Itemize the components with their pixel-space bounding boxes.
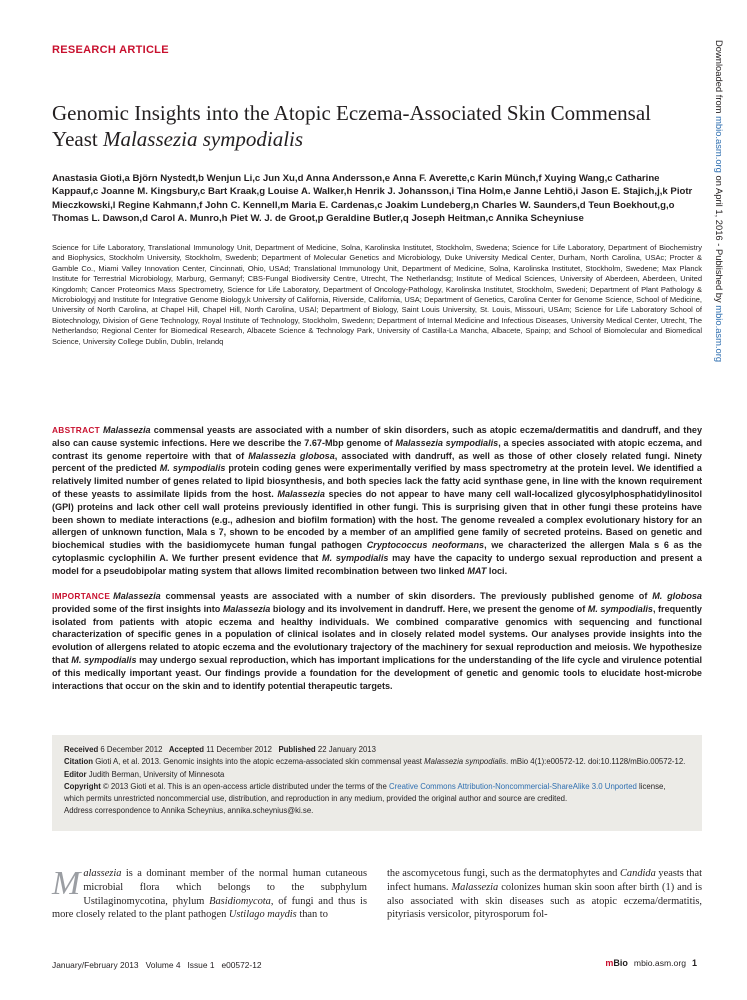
license-link[interactable]: Creative Commons Attribution-Noncommercial-ShareAlike 3.0 Unported [389, 781, 637, 791]
body-column-right: the ascomycetous fungi, such as the dermatophytes and Candida yeasts that infect humans. Malassezia colonizes human skin soon after birth (1) and is also associated with skin diseases such as atopic eczema/dermatitis, pityriasis versicolor, pityrosporum fol- [387, 868, 702, 921]
section-label: RESEARCH ARTICLE [52, 44, 169, 56]
page-number: 1 [691, 958, 697, 968]
footer-site-link[interactable]: mbio.asm.org [633, 958, 686, 968]
abstract: ABSTRACT Malassezia commensal yeasts are associated with a number of skin disorders, such as atopic eczema/dermatitis and dandruff, and they also can cause systemic infections. Here we describe the 7.67-Mbp genome of Malassezia sympodialis, a species associated with atopic eczema, and contrast its genome repertoire with that of Malassezia globosa, associated with dandruff, as well as those of other closely related fungi. Ninety percent of the predicted M. sympodialis protein coding genes were experimentally verified by mass spectrometry at the protein level. We identified a relatively limited number of genes related to lipid biosynthesis, and both species lack the fatty acid synthase gene, in line with the known requirement of these yeasts to assimilate lipids from the host. Malassezia species do not appear to have many cell wall-localized glycosylphosphatidylinositol (GPI) proteins and lack other cell wall proteins previously identified in other fungi. This is surprising given that in other fungi these proteins have been shown to mediate interactions (e.g., adhesion and biofilm formation) with the host. The genome revealed a complex evolutionary history for an allergen of unknown function, Mala s 7, shown to be encoded by a member of an amplified gene family of secreted proteins. Based on genetic and biochemical studies with the basidiomycete human fungal pathogen Cryptococcus neoformans, we characterized the allergen Mala s 6 as the cytoplasmic cyclophilin A. We further present evidence that M. sympodialis may have the capacity to undergo sexual reproduction and present a model for a pseudobipolar mating system that allows limited recombination between two linked MAT loci. [52, 425, 703, 576]
footer-issue-info: January/February 2013 Volume 4 Issue 1 e00572-12 [52, 960, 262, 970]
affiliations: Science for Life Laboratory, Translational Immunology Unit, Department of Medicine, Solna, Karolinska Institutet, Stockholm, Swedena; Science for Life Laboratory, Department of Biochemistry and Biophysics, Stockholm University, Stockholm, Swedenb; Department of Molecular Genetics and Microbiology, Duke University Medical Center, Durham, North Carolina, USAc; Procter & Gamble Co., Miami Valley Innovation Center, Cincinnati, Ohio, USAd; Translational Immunology Unit, Department of Medicine, Solna, Karolinska Institutet, Stockholm, Swedene; Max Planck Institute for Terrestrial Microbiology, Marburg, Germanyf; CBS-Fungal Biodiversity Centre, Utrecht, The Netherlandsg; Institute of Medical Sciences, University of Aberdeen, Aberdeen, United Kingdomh; Cancer Proteomics Mass Spectrometry, Science for Life Laboratory, Department of Oncology-Pathology, Karolinska Institutet, Stockholm, Swedeni; Department of Plant Pathology & Microbiologyj and Institute for Integrative Genome Biology,k University of California, Riverside, California, USA; Department of Genetics, Carolina Center for Genome Science, School of Medicine, University of North Carolina, at Chapel Hill, Chapel Hill, North Carolina, USAl; Department of Biology, Saint Louis University, St. Louis, Missouri, USAm; Science for Life Laboratory School of Biotechnology, Division of Gene Technology, Royal Institute of Technology, Stockholm, Swedenn; Department of Internal Medicine and Infectious Diseases, University Medical Center, Utrecht, The Netherlandso; Regional Center for Biomedical Research, Albacete Science & Technology Park, University of Castilla-La Mancha, Albacete, Spainp; and School of Biomolecular and Biomedical Science, University College Dublin, Dublin, Irelandq [52, 243, 702, 346]
correspondence-line: Address correspondence to Annika Scheynius, annika.scheynius@ki.se. [64, 806, 314, 816]
article-title: Genomic Insights into the Atopic Eczema-Associated Skin Commensal Yeast Malassezia sympodialis [52, 101, 651, 151]
article-info-box [52, 735, 702, 831]
importance: IMPORTANCE Malassezia commensal yeasts are associated with a number of skin disorders. The previously published genome of M. globosa provided some of the first insights into Malassezia biology and its involvement in dandruff. Here, we present the genome of M. sympodialis, frequently isolated from patients with atopic eczema and healthy individuals. We combined comparative genomics with sequencing and functional characterization of specific genes in a population of clinical isolates and in closely related model systems. Our analyses provide insights into the evolution of allergens related to atopic eczema and the evolutionary trajectory of the machinery for sexual reproduction and meiosis. We hypothesize that M. sympodialis may undergo sexual reproduction, which has important implications for the understanding of the life cycle and virulence potential of this medically important yeast. Our findings provide a foundation for the development of genetic and genomic tools to elucidate host-microbe interactions that occur on the skin and to identify potential therapeutic targets. [52, 591, 702, 691]
author-list: Anastasia Gioti,a Björn Nystedt,b Wenjun Li,c Jun Xu,d Anna Andersson,e Anna F. Averette,c Karin Münch,f Xuying Wang,c Catharine Kappauf,c Joanne M. Kingsbury,c Bart Kraak,g Louise A. Walker,h Henrik J. Johansson,i Tina Holm,e Janne Lehtiö,i Jason E. Stajich,j,k Piotr Mieczkowski,l Regine Kahmann,f John C. Kennell,m Maria E. Cardenas,c Joakim Lundeberg,n Charles W. Saunders,d Teun Boekhout,g,o Thomas L. Dawson,d Carol A. Munro,h Piet W. J. de Groot,p Geraldine Butler,q Joseph Heitman,c Annika Scheyniuse [52, 173, 693, 225]
copyright-line-2: which permits unrestricted noncommercial use, distribution, and reproduction in any medium, provided the original author and source are credited. [64, 794, 568, 804]
editor-line: Editor Judith Berman, University of Minnesota [64, 769, 225, 779]
download-host-link[interactable]: mbio.asm.org [714, 116, 725, 173]
footer-right [605, 958, 697, 968]
abstract-heading: ABSTRACT [52, 425, 101, 435]
dates-line: Received 6 December 2012 Accepted 11 December 2012 Published 22 January 2013 [64, 745, 376, 754]
citation-line: Citation Gioti A, et al. 2013. Genomic insights into the atopic eczema-associated skin commensal yeast Malassezia sympodialis. mBio 4(1):e00572-12. doi:10.1128/mBio.00572-12. [64, 757, 686, 767]
journal-logo: mBio [605, 958, 628, 968]
download-banner [705, 40, 729, 380]
drop-cap: M [52, 865, 81, 902]
copyright-line: Copyright © 2013 Gioti et al. This is an open-access article distributed under the terms of the Creative Commons Attribution-Noncommercial-ShareAlike 3.0 Unported license, [64, 781, 666, 791]
importance-heading: IMPORTANCE [52, 591, 111, 601]
body-column-left: Malassezia is a dominant member of the normal human cutaneous microbial flora which belongs to the subphylum Ustilaginomycotina, phylum Basidiomycota, of fungi and thus is more closely related to the plant pathogen Ustilago maydis than to [52, 865, 367, 921]
download-banner-text: Downloaded from mbio.asm.org on April 1, 2016 - Published by mbio.asm.org [714, 40, 725, 363]
publisher-host-link[interactable]: mbio.asm.org [714, 305, 725, 363]
